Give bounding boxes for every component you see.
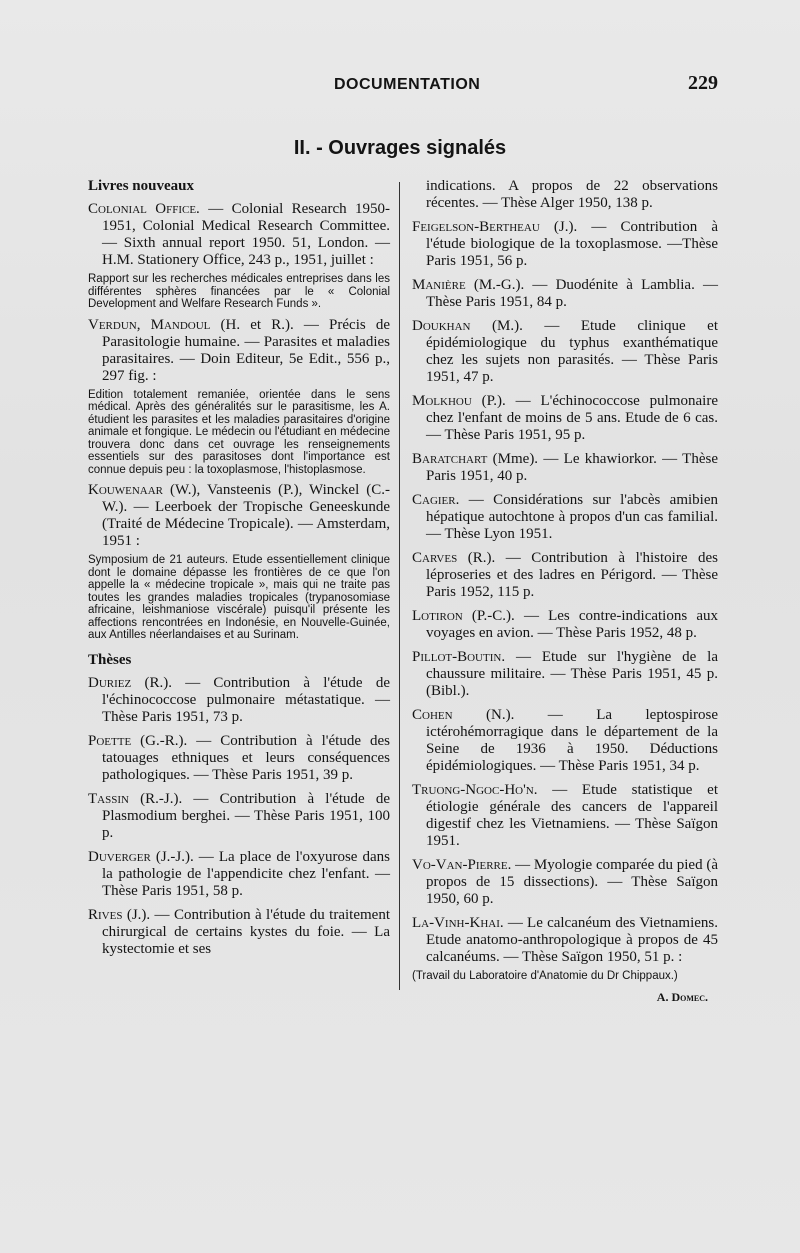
entry-text: (W.), Vansteenis (P.), Winckel (C.-W.). — Leerboek der Tropische Geneeskunde (Traité de Médecine Tropicale). — Amsterdam, 1951 : (102, 482, 390, 549)
entry-text: — Etude sur l'hygiène de la chaussure militaire. — Thèse Paris 1951, 45 p. (Bibl.). (426, 649, 718, 699)
entry-author: Baratchart (412, 451, 488, 467)
right-column (412, 178, 718, 1006)
entry-author: Colonial Office. (88, 201, 200, 217)
thesis-entry (412, 550, 718, 601)
entry-text: (J.). — Contribution à l'étude du traitement chirurgical de certains kystes du foie. — La kystectomie et ses (102, 906, 390, 957)
entry-text: (P.-C.). — Les contre-indications aux voyages en avion. — Thèse Paris 1952, 48 p. (426, 608, 718, 641)
thesis-entry-continued: indications. A propos de 22 observations récentes. — Thèse Alger 1950, 138 p. (426, 178, 718, 211)
entry-author: Feigelson-Bertheau (412, 219, 540, 235)
thesis-entry (412, 219, 718, 270)
entry-author: La-Vinh-Khai. (412, 915, 504, 931)
entry-text: (P.). — L'échinococcose pulmonaire chez l'enfant de moins de 5 ans. Etude de 6 cas. — Thèse Paris 1951, 95 p. (426, 393, 718, 443)
entry-text: — Colonial Research 1950-1951, Colonial Medical Research Committee. — Sixth annual report 1950. 51, London. — H.M. Stationery Office, 243 p., 1951, juillet : (102, 201, 390, 268)
entry-text: — Le calcanéum des Vietnamiens. Etude anatomo-anthropologique à propos de 45 calcanéums. — Thèse Saïgon 1950, 51 p. : (426, 915, 718, 965)
entry-author: Lotiron (412, 608, 463, 624)
thesis-entry (412, 277, 718, 311)
entry-text: — Myologie comparée du pied (à propos de 15 dissections). — Thèse Saïgon 1950, 60 p. (426, 857, 718, 907)
entry-author: Doukhan (412, 318, 471, 334)
entry-author: Pillot-Boutin. (412, 649, 506, 665)
thesis-entry (412, 318, 718, 386)
entry-text: (R.). — Contribution à l'histoire des léproseries et des ladres en Périgord. — Thèse Paris 1952, 115 p. (426, 550, 718, 600)
thesis-entry (88, 849, 390, 900)
entry-author: Duverger (88, 848, 151, 865)
entry-note: Edition totalement remaniée, orientée dans le sens médical. Après des généralités sur le parasitisme, les A. étudient les parasites et les maladies parasitaires d'origine animale et fongique. Le médecin ou l'étudiant en médecine trouvera donc dans cet ouvrage les renseignements essentiels sur des parasitoses dont l'importance est connue depuis peu : la toxoplasmose, l'histoplasmose. (88, 388, 390, 476)
subheading-theses: Thèses (88, 651, 132, 668)
entry-note: Symposium de 21 auteurs. Etude essentiellement clinique dont le domaine dépasse les frontières de ce que l'on appelle la « médecine tropicale », mais qui ne traite pas toutes les grandes maladies tropicales (trypanosomiase africaine, leishmaniose viscérale) puisqu'il présente les affections rencontrées en Indonésie, en Nouvelle-Guinée, aux Antilles néerlandaises et au Surinam. (88, 554, 390, 641)
entry-text: — Etude statistique et étiologie générale des cancers de l'appareil digestif chez les Vietnamiens. — Thèse Saïgon 1951. (426, 782, 718, 849)
entry-text: (N.). — La leptospirose ictérohémorragique dans le département de la Seine de 1936 à 1950. Déductions épidémiologiques. — Thèse Paris 1951, 34 p. (426, 707, 718, 774)
book-entry (88, 317, 390, 385)
thesis-entry (412, 649, 718, 700)
entry-author: Poette (88, 732, 132, 749)
entry-text: (H. et R.). — Précis de Parasitologie humaine. — Parasites et maladies parasitaires. — Doin Editeur, 5e Edit., 556 p., 297 fig. : (102, 316, 391, 384)
entry-note: Rapport sur les recherches médicales entreprises dans les différentes sphères financées par le « Colonial Development and Welfare Research Funds ». (88, 273, 390, 310)
thesis-entry (412, 707, 718, 775)
book-entry (88, 201, 390, 269)
thesis-entry (412, 492, 718, 543)
entry-author: Truong-Ngoc-Ho'n. (412, 782, 538, 798)
entry-text: (R.). — Contribution à l'étude de l'échinococcose pulmonaire métastatique. — Thèse Paris 1951, 73 p. (102, 674, 390, 725)
entry-text: (R.-J.). — Contribution à l'étude de Plasmodium berghei. — Thèse Paris 1951, 100 p. (102, 790, 390, 841)
section-title: II. - Ouvrages signalés (293, 137, 507, 159)
thesis-entry (88, 733, 390, 784)
entry-author: Cagier. (412, 492, 460, 508)
entry-author: Molkhou (412, 393, 472, 409)
entry-text: (J.-J.). — La place de l'oxyurose dans la pathologie de l'appendicite chez l'enfant. — Thèse Paris 1951, 58 p. (102, 848, 390, 899)
thesis-entry (88, 907, 390, 958)
signature: A. Domec. (656, 989, 708, 1004)
entry-author: Cohen (412, 707, 453, 723)
entry-author: Carves (412, 550, 458, 566)
entry-text: (M.-G.). — Duodénite à Lamblia. — Thèse Paris 1951, 84 p. (426, 277, 718, 310)
thesis-entry (412, 857, 718, 908)
thesis-entry (412, 451, 718, 485)
entry-note: (Travail du Laboratoire d'Anatomie du Dr Chippaux.) (412, 970, 678, 982)
entry-text: — Considérations sur l'abcès amibien hépatique autochtone à propos d'un cas familial. — Thèse Lyon 1951. (426, 492, 718, 542)
entry-author: Tassin (88, 790, 129, 807)
entry-author: Kouwenaar (88, 482, 163, 498)
subheading-livres: Livres nouveaux (88, 178, 194, 194)
left-column (88, 178, 390, 965)
thesis-entry (88, 791, 390, 842)
book-entry (88, 482, 390, 550)
entry-text: (G.-R.). — Contribution à l'étude des tatouages ethniques et leurs conséquences pathologiques. — Thèse Paris 1951, 39 p. (102, 732, 390, 783)
entry-text: (M.). — Etude clinique et épidémiologique du typhus exanthématique chez les sujets non parasités. — Thèse Paris 1951, 47 p. (426, 318, 718, 385)
thesis-entry (88, 675, 390, 726)
entry-author: Vo-Van-Pierre. (412, 857, 512, 873)
entry-text: (J.). — Contribution à l'étude biologique de la toxoplasmose. —Thèse Paris 1951, 56 p. (426, 219, 718, 269)
thesis-entry (412, 393, 718, 444)
entry-author: Rives (88, 906, 123, 923)
thesis-entry (412, 782, 718, 850)
entry-author: Verdun, Mandoul (88, 316, 211, 333)
column-divider (399, 182, 400, 990)
entry-author: Manière (412, 277, 466, 293)
thesis-entry (412, 608, 718, 642)
page-number: 229 (688, 72, 718, 94)
running-header (0, 72, 800, 100)
entry-text: (Mme). — Le khawiorkor. — Thèse Paris 1951, 40 p. (426, 451, 718, 484)
running-title: DOCUMENTATION (334, 76, 481, 93)
entry-author: Duriez (88, 674, 132, 691)
thesis-entry (412, 915, 718, 966)
